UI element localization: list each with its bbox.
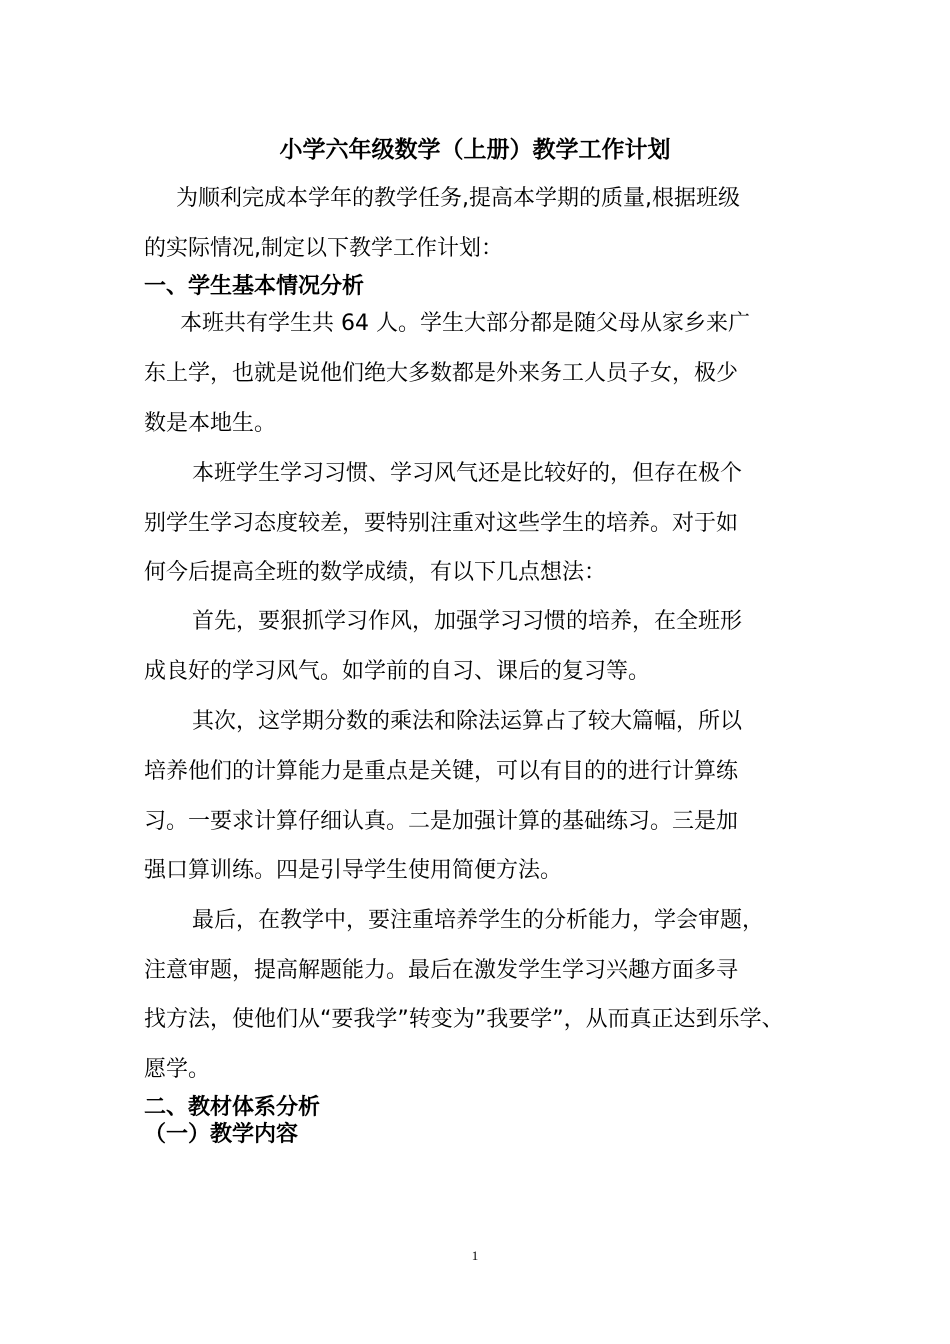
paragraph-line: 为顺利完成本学年的教学任务,提高本学期的质量,根据班级 — [176, 186, 740, 211]
paragraph-line: 东上学，也就是说他们绝大多数都是外来务工人员子女，极少 — [144, 361, 739, 386]
section-heading: 一、学生基本情况分析 — [144, 274, 365, 299]
paragraph-line: 数是本地生。 — [144, 411, 277, 436]
paragraph-line: 本班学生学习习惯、学习风气还是比较好的，但存在极个 — [192, 461, 743, 486]
paragraph-line: 本班共有学生共 64 人。学生大部分都是随父母从家乡来广 — [180, 311, 750, 336]
paragraph-line: 的实际情况,制定以下教学工作计划： — [144, 236, 503, 261]
subsection-heading: （一）教学内容 — [144, 1122, 299, 1147]
paragraph-line: 习。一要求计算仔细认真。二是加强计算的基础练习。三是加 — [144, 809, 739, 834]
paragraph-line: 注意审题，提高解题能力。最后在激发学生学习兴趣方面多寻 — [144, 958, 739, 983]
paragraph-line: 最后，在教学中，要注重培养学生的分析能力，学会审题， — [192, 908, 765, 933]
paragraph-line: 找方法，使他们从“要我学”转变为”我要学”，从而真正达到乐学、 — [144, 1007, 784, 1032]
paragraph-line: 强口算训练。四是引导学生使用简便方法。 — [144, 858, 563, 883]
paragraph-line: 何今后提高全班的数学成绩，有以下几点想法： — [144, 560, 607, 585]
document-title: 小学六年级数学（上册）教学工作计划 — [279, 137, 671, 163]
page-number: 1 — [471, 1248, 479, 1263]
paragraph-line: 别学生学习态度较差，要特别注重对这些学生的培养。对于如 — [144, 511, 739, 536]
paragraph-line: 培养他们的计算能力是重点是关键，可以有目的的进行计算练 — [144, 759, 739, 784]
paragraph-line: 成良好的学习风气。如学前的自习、课后的复习等。 — [144, 659, 651, 684]
paragraph-line: 首先，要狠抓学习作风，加强学习习惯的培养，在全班形 — [192, 609, 743, 634]
paragraph-line: 其次，这学期分数的乘法和除法运算占了较大篇幅，所以 — [192, 709, 743, 734]
section-heading: 二、教材体系分析 — [144, 1095, 321, 1120]
paragraph-line: 愿学。 — [144, 1057, 211, 1082]
